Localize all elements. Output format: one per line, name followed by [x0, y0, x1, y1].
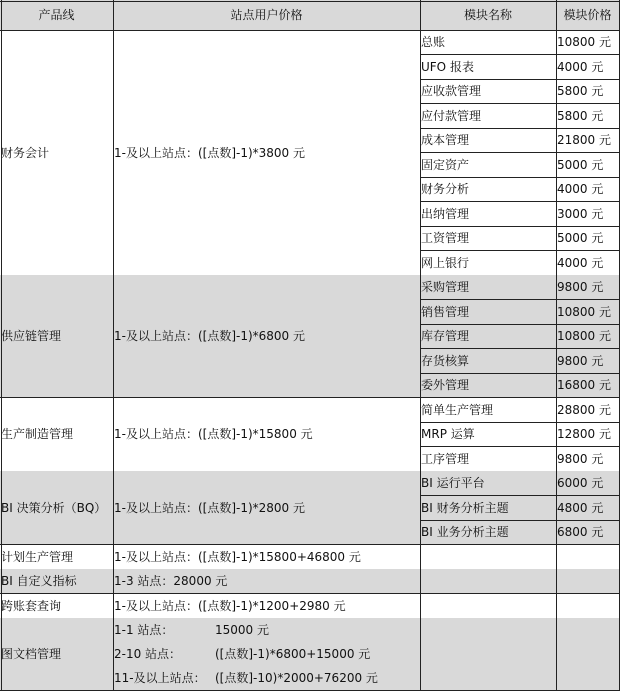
- site-formula: 15000 元: [215, 623, 269, 637]
- module-name-cell: 出纳管理: [421, 206, 470, 221]
- site-range: 2-10 站点：: [114, 647, 182, 661]
- product-line-cell: 财务会计: [1, 145, 50, 160]
- module-price-cell: 10800 元: [557, 35, 611, 50]
- site-price-cell: 1-及以上站点：([点数]-1)*2800 元: [113, 471, 420, 545]
- module-name-cell: 网上银行: [421, 255, 470, 270]
- module-name-cell: MRP 运算: [421, 427, 475, 442]
- table-rule: [420, 103, 620, 104]
- module-price-cell: 4800 元: [556, 496, 619, 521]
- module-price-cell: 4000 元: [557, 182, 604, 197]
- column-header: 模块名称: [420, 0, 556, 30]
- module-name-cell: [420, 545, 556, 570]
- module-price-cell: [556, 569, 619, 594]
- table-rule: [420, 495, 620, 496]
- product-line-cell: 计划生产管理: [1, 549, 74, 564]
- module-name-cell: 销售管理: [420, 300, 556, 325]
- module-name-cell: 库存管理: [420, 324, 556, 349]
- site-range: 1-1 站点：: [114, 623, 174, 637]
- module-name-cell: 存货核算: [420, 349, 556, 374]
- module-name-cell: [420, 618, 556, 690]
- module-price-cell: 4000 元: [557, 255, 604, 270]
- module-name-cell: 财务分析: [421, 182, 470, 197]
- module-price-cell: [556, 594, 619, 619]
- module-price-cell: [556, 618, 619, 690]
- table-rule: [420, 422, 620, 423]
- module-name-cell: BI 运行平台: [420, 471, 556, 496]
- table-rule: [0, 1, 620, 2]
- column-header: 站点用户价格: [113, 0, 420, 30]
- table-rule: [420, 152, 620, 153]
- module-price-cell: 5800 元: [557, 84, 604, 99]
- table-rule: [420, 128, 620, 129]
- table-rule: [420, 226, 620, 227]
- module-name-cell: BI 财务分析主题: [420, 496, 556, 521]
- module-price-cell: 16800 元: [556, 373, 619, 398]
- site-price-cell: 1-及以上站点：([点数]-1)*3800 元: [114, 145, 306, 160]
- module-name-cell: 委外管理: [420, 373, 556, 398]
- module-price-cell: 5000 元: [557, 157, 604, 172]
- table-rule: [420, 201, 620, 202]
- module-name-cell: 简单生产管理: [421, 402, 494, 417]
- module-price-cell: 28800 元: [557, 402, 611, 417]
- module-name-cell: 固定资产: [421, 157, 470, 172]
- module-price-cell: 5000 元: [557, 231, 604, 246]
- product-line-cell: 图文档管理: [0, 618, 113, 690]
- table-rule: [1, 0, 2, 690]
- product-line-cell: BI 决策分析（BQ）: [0, 471, 113, 545]
- table-rule: [420, 348, 620, 349]
- module-name-cell: UFO 报表: [421, 59, 474, 74]
- module-price-cell: 10800 元: [556, 324, 619, 349]
- table-rule: [619, 0, 620, 690]
- product-line-cell: 供应链管理: [0, 275, 113, 398]
- product-line-cell: 跨账套查询: [1, 598, 62, 613]
- site-price-line: [114, 624, 420, 636]
- module-name-cell: [420, 569, 556, 594]
- module-name-cell: 工序管理: [421, 451, 470, 466]
- table-rule: [420, 446, 620, 447]
- table-rule: [0, 690, 620, 691]
- module-price-cell: 5800 元: [557, 108, 604, 123]
- module-price-cell: 10800 元: [556, 300, 619, 325]
- column-header: 模块价格: [556, 0, 619, 30]
- module-price-cell: 9800 元: [557, 451, 604, 466]
- site-price-cell: [113, 618, 420, 690]
- site-range: 11-及以上站点：: [114, 671, 206, 685]
- table-rule: [420, 299, 620, 300]
- module-name-cell: 应收款管理: [421, 84, 482, 99]
- site-price-cell: 1-及以上站点：([点数]-1)*1200+2980 元: [114, 598, 346, 613]
- table-rule: [420, 54, 620, 55]
- table-rule: [420, 250, 620, 251]
- module-price-cell: 6800 元: [556, 520, 619, 545]
- module-price-cell: [556, 545, 619, 570]
- module-price-cell: 4000 元: [557, 59, 604, 74]
- table-rule: [420, 79, 620, 80]
- module-price-cell: 12800 元: [557, 427, 611, 442]
- table-rule: [113, 0, 114, 690]
- module-price-cell: 21800 元: [557, 133, 611, 148]
- table-rule: [420, 0, 421, 690]
- table-rule: [420, 373, 620, 374]
- site-formula: ([点数]-10)*2000+76200 元: [215, 671, 378, 685]
- table-rule: [420, 324, 620, 325]
- site-price-line: [114, 648, 420, 660]
- column-header: 产品线: [0, 0, 113, 30]
- module-price-cell: 6000 元: [556, 471, 619, 496]
- product-line-cell: BI 自定义指标: [0, 569, 113, 594]
- site-price-cell: 1-及以上站点：([点数]-1)*15800 元: [114, 427, 313, 442]
- site-price-cell: 1-及以上站点：([点数]-1)*15800+46800 元: [114, 549, 361, 564]
- module-price-cell: 3000 元: [557, 206, 604, 221]
- module-name-cell: 工资管理: [421, 231, 470, 246]
- site-price-cell: 1-及以上站点：([点数]-1)*6800 元: [113, 275, 420, 398]
- module-price-cell: 9800 元: [556, 349, 619, 374]
- module-name-cell: 采购管理: [420, 275, 556, 300]
- site-formula: ([点数]-1)*6800+15000 元: [215, 647, 371, 661]
- module-name-cell: 成本管理: [421, 133, 470, 148]
- product-line-cell: 生产制造管理: [1, 427, 74, 442]
- module-name-cell: [420, 594, 556, 619]
- module-name-cell: 总账: [421, 35, 446, 50]
- table-rule: [556, 0, 557, 690]
- module-name-cell: BI 业务分析主题: [420, 520, 556, 545]
- table-rule: [420, 177, 620, 178]
- site-price-line: [114, 672, 420, 684]
- site-price-cell: 1-3 站点：28000 元: [113, 569, 420, 594]
- module-price-cell: 9800 元: [556, 275, 619, 300]
- module-name-cell: 应付款管理: [421, 108, 482, 123]
- table-rule: [420, 520, 620, 521]
